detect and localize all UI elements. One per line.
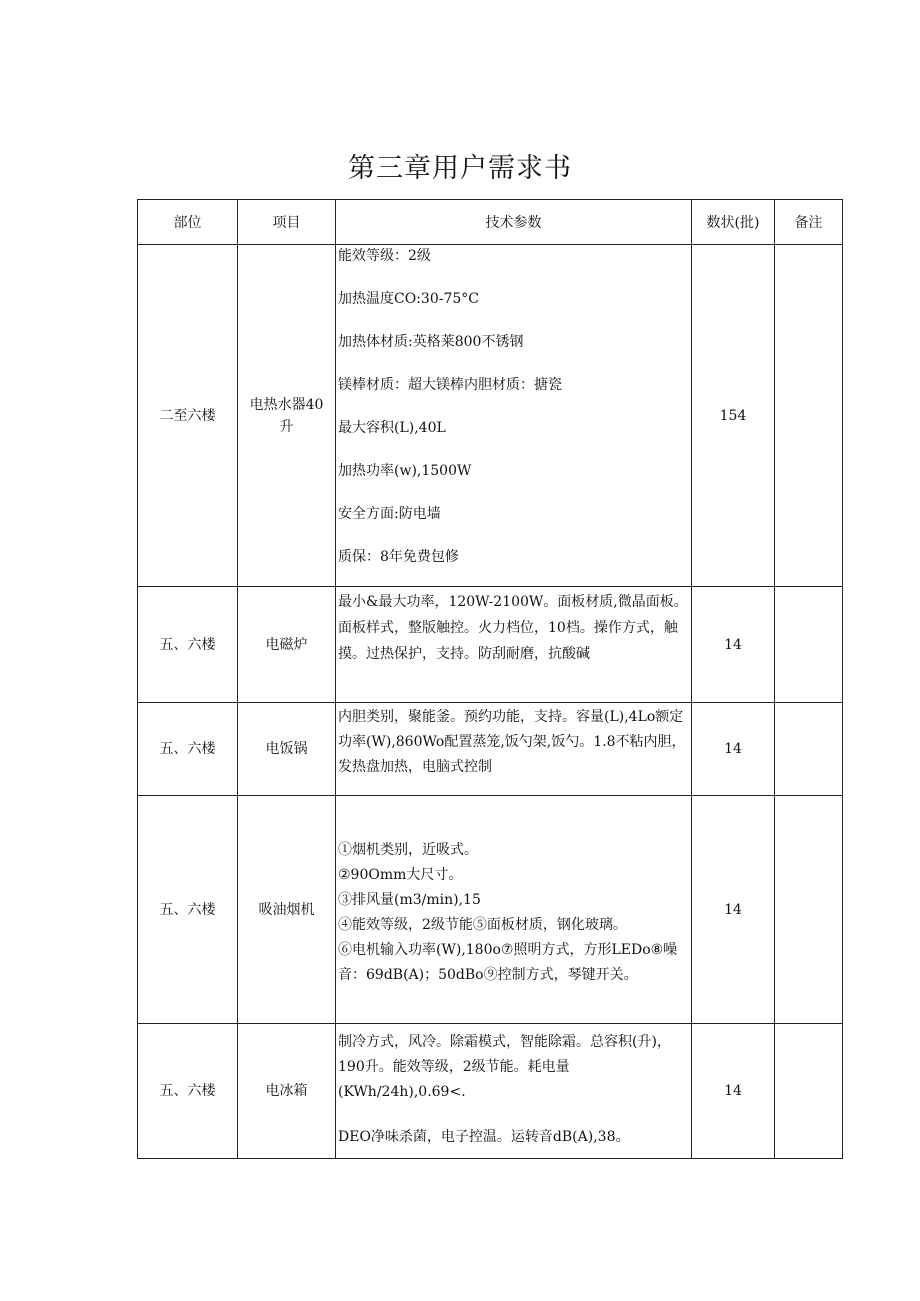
cell-quantity: 154 xyxy=(692,245,775,587)
spec-line: 镁棒材质：超大镁棒内胆材质：搪瓷 xyxy=(338,377,562,393)
cell-note xyxy=(775,1024,843,1159)
spec-line: ⑥电机输入功率(W),180o⑦照明方式，方形LEDo⑧噪音：69dB(A)；50dBo⑨控制方式，琴键开关。 xyxy=(338,942,678,983)
cell-item: 电饭锅 xyxy=(238,703,336,796)
cell-note xyxy=(775,587,843,703)
spec-line: 最大容积(L),40L xyxy=(338,420,446,436)
cell-location: 五、六楼 xyxy=(138,587,238,703)
cell-specs xyxy=(336,245,692,587)
cell-item: 吸油烟机 xyxy=(238,796,336,1024)
spec-line: 内胆类别，聚能釜。预约功能，支持。容量(L),4Lo额定功率(W),860Wo配置蒸笼,饭勺架,饭勺。1.8不粘内胆，发热盘加热，电脑式控制 xyxy=(338,709,686,775)
cell-note xyxy=(775,796,843,1024)
table-row xyxy=(138,1024,843,1159)
spec-line: 加热温度CO:30-75°C xyxy=(338,291,479,307)
spec-line: 质保：8年免费包修 xyxy=(338,549,459,565)
cell-item xyxy=(238,245,336,587)
cell-quantity: 14 xyxy=(692,703,775,796)
table-row xyxy=(138,703,843,796)
table-row xyxy=(138,796,843,1024)
cell-quantity: 14 xyxy=(692,1024,775,1159)
cell-specs xyxy=(336,587,692,703)
table-row xyxy=(138,587,843,703)
spec-line: 加热功率(w),1500W xyxy=(338,463,472,479)
spec-line: DEO净味杀菌，电子控温。运转音dB(A),38。 xyxy=(338,1129,630,1145)
page-title: 第三章用户需求书 xyxy=(348,153,572,184)
spec-line: 能效等级：2级 xyxy=(338,248,431,264)
spec-line: ①烟机类别，近吸式。 xyxy=(338,842,478,858)
cell-specs xyxy=(336,1024,692,1159)
spec-line: 制冷方式，风冷。除霜模式，智能除霜。总容积(升)，190升。能效等级，2级节能。耗电量(KWh∕24h),0.69<. xyxy=(338,1034,671,1100)
cell-location: 五、六楼 xyxy=(138,796,238,1024)
cell-quantity: 14 xyxy=(692,796,775,1024)
cell-note xyxy=(775,703,843,796)
header-specs: 技术参数 xyxy=(336,200,692,245)
spec-line: 最小&最大功率，120W-2100W。面板材质,微晶面板。面板样式，整版触控。火力档位，10档。操作方式，触摸。过热保护，支持。防刮耐磨，抗酸碱 xyxy=(338,594,688,662)
header-quantity: 数状(批) xyxy=(692,200,775,245)
cell-item: 电冰箱 xyxy=(238,1024,336,1159)
cell-location: 五、六楼 xyxy=(138,1024,238,1159)
spec-line: ②90Omm大尺寸。 xyxy=(338,867,463,883)
table-header-row xyxy=(138,200,843,245)
spec-line: ③排风量(m3∕min),15 xyxy=(338,892,481,908)
spec-spacer xyxy=(338,1105,688,1125)
header-item: 项目 xyxy=(238,200,336,245)
cell-specs xyxy=(336,703,692,796)
spec-line: 加热体材质:英格莱800不锈钢 xyxy=(338,334,524,350)
cell-location: 五、六楼 xyxy=(138,703,238,796)
item-text: 电热水器40升 xyxy=(249,396,324,435)
spec-line: 安全方面:防电墙 xyxy=(338,506,441,522)
cell-location: 二至六楼 xyxy=(138,245,238,587)
header-note: 备注 xyxy=(775,200,843,245)
cell-note xyxy=(775,245,843,587)
spec-line: ④能效等级，2级节能⑤面板材质，钢化玻璃。 xyxy=(338,917,627,933)
cell-quantity: 14 xyxy=(692,587,775,703)
header-location: 部位 xyxy=(138,200,238,245)
requirements-table xyxy=(137,199,843,1159)
cell-specs xyxy=(336,796,692,1024)
table-row xyxy=(138,245,843,587)
cell-item: 电磁炉 xyxy=(238,587,336,703)
